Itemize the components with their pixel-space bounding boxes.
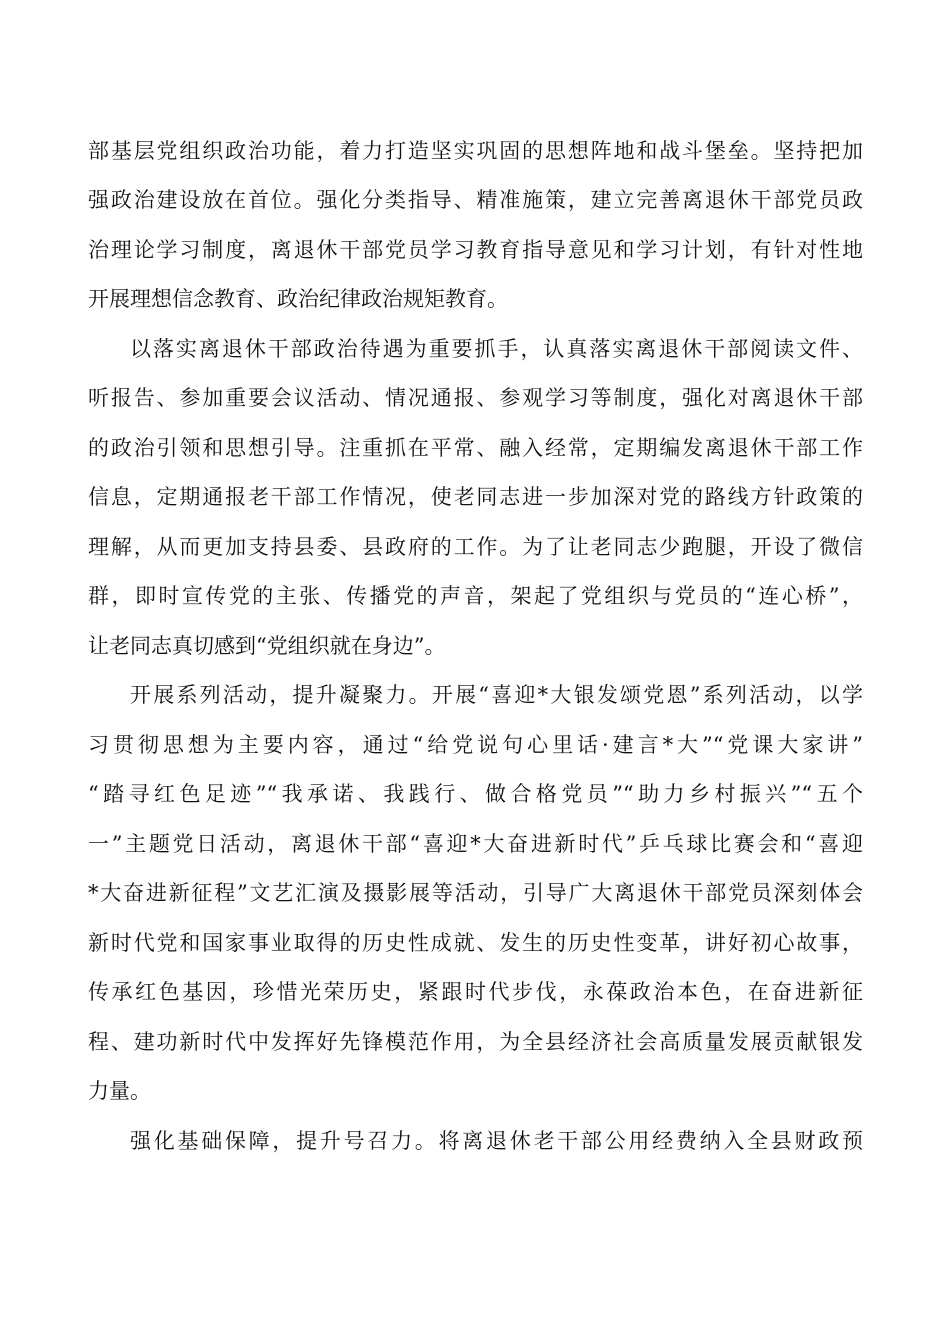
text-line: 开展理想信念教育、政治纪律政治规矩教育。 bbox=[88, 287, 508, 311]
text-line: 信息，定期通报老干部工作情况，使老同志进一步加深对党的路线方针政策的 bbox=[88, 485, 863, 509]
text-line: 听报告、参加重要会议活动、情况通报、参观学习等制度，强化对离退休干部 bbox=[88, 386, 863, 410]
text-line: 群，即时宣传党的主张、传播党的声音，架起了党组织与党员的“连心桥”， bbox=[88, 584, 863, 608]
text-line: 习贯彻思想为主要内容，通过“给党说句心里话·建言*大”“党课大家讲” bbox=[88, 733, 863, 757]
paragraph-first-line: 强化基础保障，提升号召力。将离退休老干部公用经费纳入全县财政预 bbox=[130, 1129, 863, 1153]
text-line: 一”主题党日活动，离退休干部“喜迎*大奋进新时代”乒乓球比赛会和“喜迎 bbox=[88, 832, 863, 856]
text-line: 让老同志真切感到“党组织就在身边”。 bbox=[88, 634, 446, 658]
paragraph-first-line: 以落实离退休干部政治待遇为重要抓手，认真落实离退休干部阅读文件、 bbox=[130, 337, 863, 361]
text-line: 的政治引领和思想引导。注重抓在平常、融入经常，定期编发离退休干部工作 bbox=[88, 436, 863, 460]
paragraph-first-line: 开展系列活动，提升凝聚力。开展“喜迎*大银发颂党恩”系列活动，以学 bbox=[130, 683, 863, 707]
text-line: “踏寻红色足迹”“我承诺、我践行、做合格党员”“助力乡村振兴”“五个 bbox=[88, 782, 863, 806]
text-line: 理解，从而更加支持县委、县政府的工作。为了让老同志少跑腿，开设了微信 bbox=[88, 535, 863, 559]
text-line: 新时代党和国家事业取得的历史性成就、发生的历史性变革，讲好初心故事， bbox=[88, 931, 863, 955]
text-line: 治理论学习制度，离退休干部党员学习教育指导意见和学习计划，有针对性地 bbox=[88, 238, 863, 262]
text-line: 程、建功新时代中发挥好先锋模范作用，为全县经济社会高质量发展贡献银发 bbox=[88, 1030, 863, 1054]
text-line: 传承红色基因，珍惜光荣历史，紧跟时代步伐，永葆政治本色，在奋进新征 bbox=[88, 980, 863, 1004]
text-line: 强政治建设放在首位。强化分类指导、精准施策，建立完善离退休干部党员政 bbox=[88, 188, 863, 212]
text-line: 力量。 bbox=[88, 1079, 151, 1103]
text-line: *大奋进新征程”文艺汇演及摄影展等活动，引导广大离退休干部党员深刻体会 bbox=[88, 881, 863, 905]
text-line: 部基层党组织政治功能，着力打造坚实巩固的思想阵地和战斗堡垒。坚持把加 bbox=[88, 139, 863, 163]
